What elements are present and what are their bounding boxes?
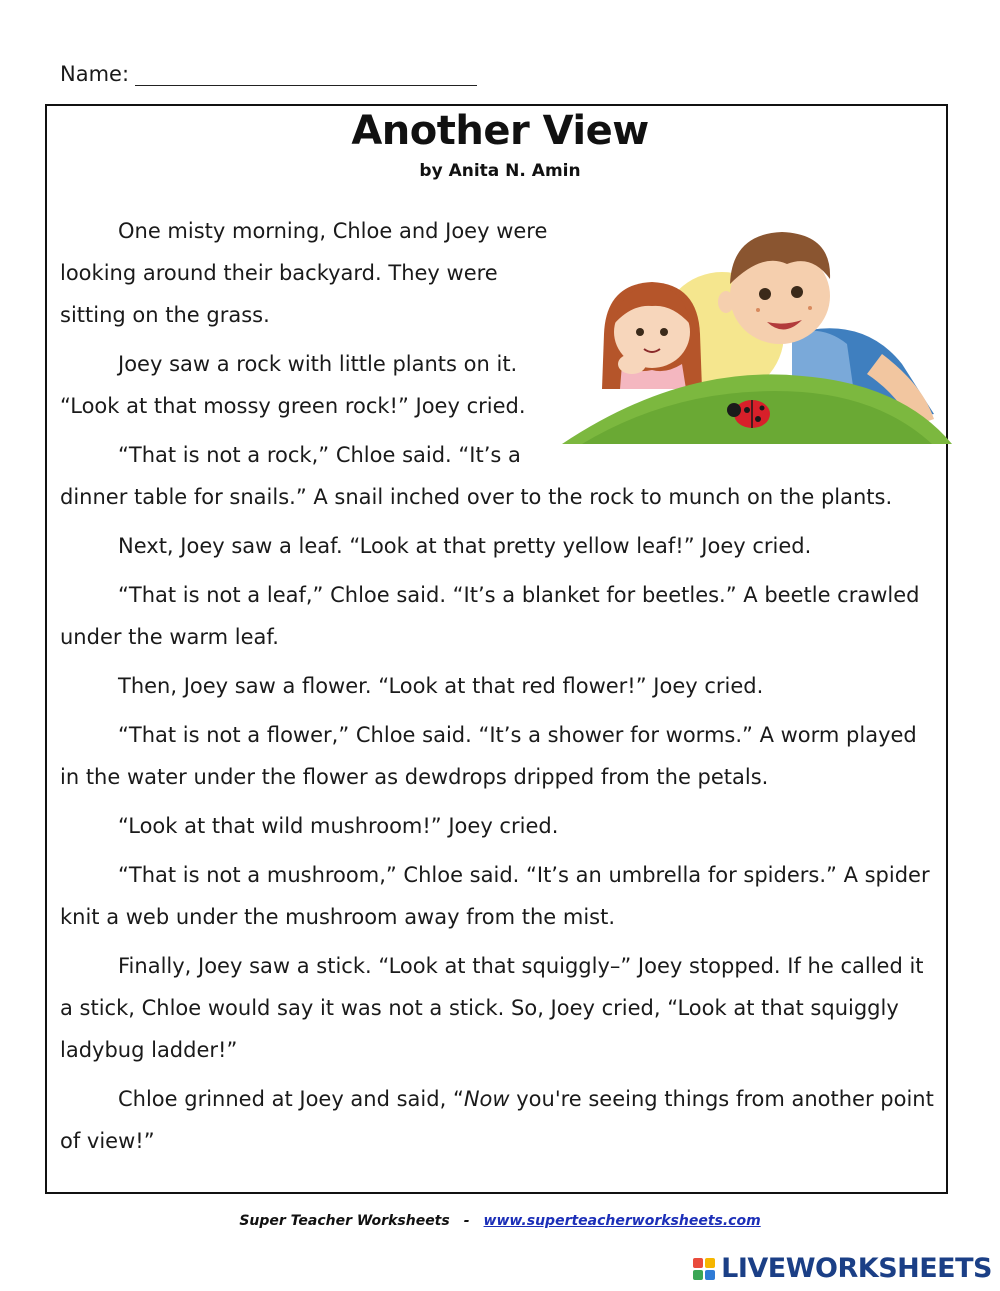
liveworksheets-watermark <box>693 1253 992 1284</box>
liveworksheets-logo-icon <box>693 1258 715 1280</box>
story-byline: by Anita N. Amin <box>419 161 581 181</box>
story-paragraph: One misty morning, Chloe and Joey were looking around their backyard. They were sitting on the grass. <box>60 219 548 327</box>
story-last-paragraph <box>60 1078 940 1162</box>
story-paragraph: “Look at that wild mushroom!” Joey cried. <box>118 814 559 838</box>
name-field-row <box>60 62 477 86</box>
last-paragraph-start: Chloe grinned at Joey and said, “ <box>118 1087 464 1111</box>
story-paragraph: “That is not a mushroom,” Chloe said. “It’s an umbrella for spiders.” A spider knit a web under the mushroom away from the mist. <box>60 863 930 929</box>
story-paragraph: Next, Joey saw a leaf. “Look at that pretty yellow leaf!” Joey cried. <box>118 534 812 558</box>
story-title: Another View <box>351 108 649 154</box>
footer-url-link[interactable]: www.superteacherworksheets.com <box>483 1213 761 1229</box>
story-paragraph: “That is not a rock,” Chloe said. “It’s a dinner table for snails.” A snail inched over to the rock to munch on the plants. <box>60 443 893 509</box>
story-paragraph: Finally, Joey saw a stick. “Look at that squiggly–” Joey stopped. If he called it a stick, Chloe would say it was not a stick. So, Joey cried, “Look at that squiggly ladybug ladder!” <box>60 954 924 1062</box>
footer-separator: - <box>463 1213 470 1229</box>
story-paragraph: Joey saw a rock with little plants on it. “Look at that mossy green rock!” Joey cried. <box>60 352 526 418</box>
footer-publisher: Super Teacher Worksheets <box>239 1213 450 1229</box>
name-input-line[interactable] <box>135 65 477 86</box>
story-body <box>60 210 940 1169</box>
name-label: Name: <box>60 62 130 86</box>
last-paragraph-emphasis: Now <box>463 1087 510 1111</box>
liveworksheets-text: LIVEWORKSHEETS <box>721 1253 992 1284</box>
children-ladybug-illustration <box>562 214 952 444</box>
story-paragraph: Then, Joey saw a flower. “Look at that red flower!” Joey cried. <box>118 674 764 698</box>
footer <box>0 1213 1000 1229</box>
last-paragraph-end: you're seeing things from another point of view!” <box>60 1087 934 1153</box>
story-paragraph: “That is not a leaf,” Chloe said. “It’s a blanket for beetles.” A beetle crawled under the warm leaf. <box>60 583 920 649</box>
story-paragraph: “That is not a flower,” Chloe said. “It’s a shower for worms.” A worm played in the water under the flower as dewdrops dripped from the petals. <box>60 723 917 789</box>
